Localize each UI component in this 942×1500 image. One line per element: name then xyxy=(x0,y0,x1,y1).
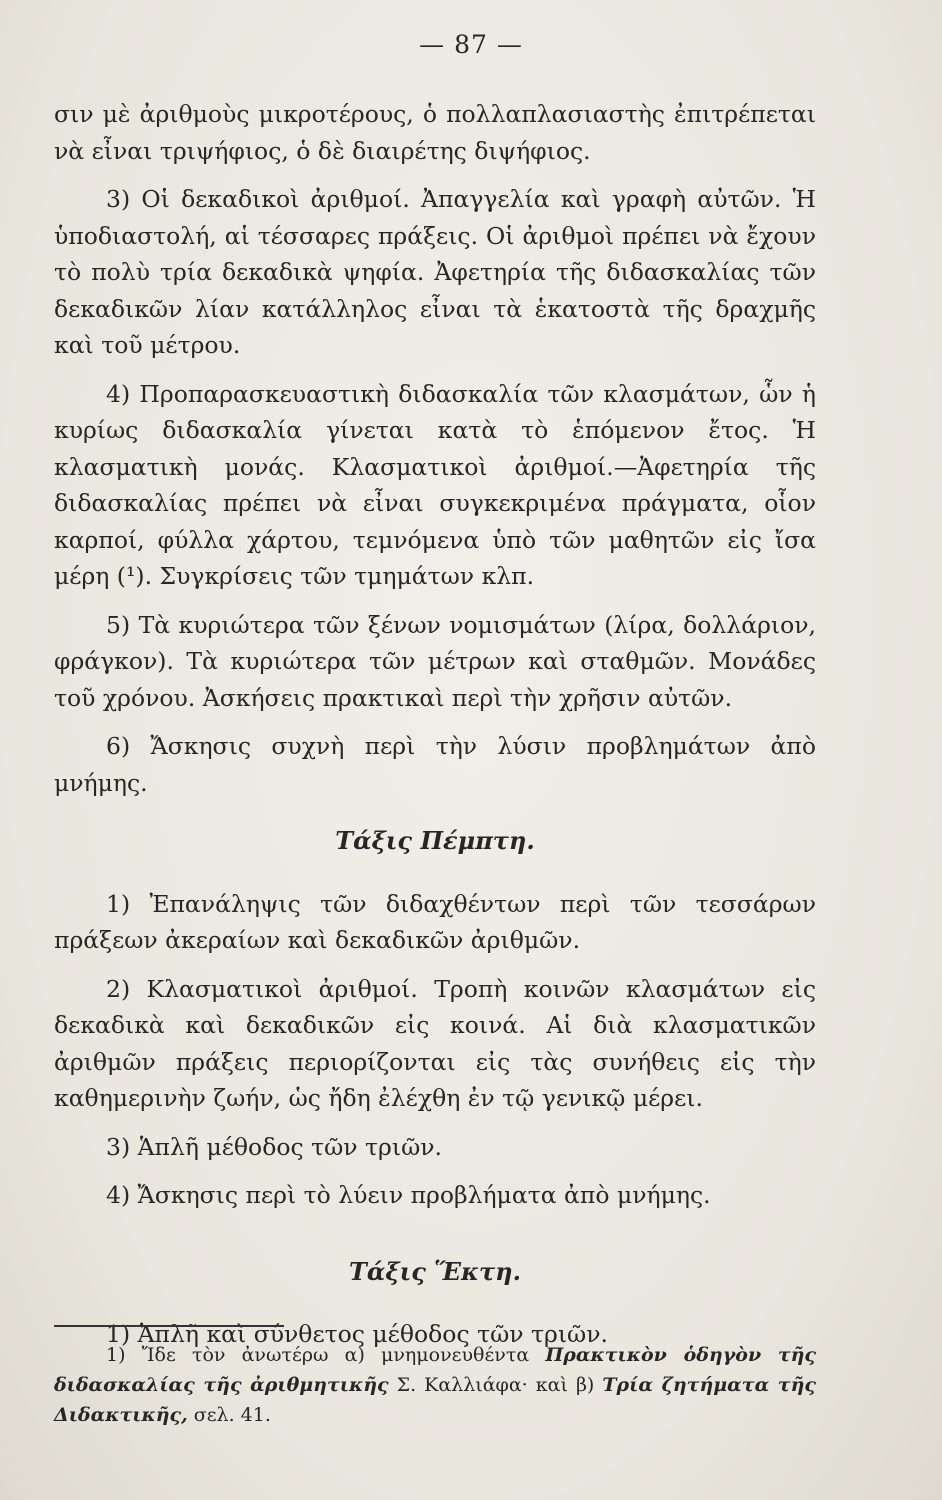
footnote-book-title: Πρακτικὸν ὁδηγὸν τῆς διδασκαλίας τῆς ἀριθμητικῆς xyxy=(54,1344,816,1396)
paragraph-grade5-review: 1) Ἐπανάληψις τῶν διδαχθέντων περὶ τῶν τεσσάρων πράξεων ἀκεραίων καὶ δεκαδικῶν ἀριθμῶν. xyxy=(54,889,816,954)
heading-fifth-grade: Τάξις Πέμπτη. xyxy=(335,826,535,855)
footnote-part-c: Σ. Καλλιάφα· καὶ β) xyxy=(388,1374,603,1396)
paragraph-grade5-fractions: 2) Κλασματικοὶ ἀριθμοί. Τροπὴ κοινῶν κλασμάτων εἰς δεκαδικὰ καὶ δεκαδικῶν εἰς κοινά. Αἱ διὰ κλασματικῶν ἀριθμῶν πράξεις περιορίζονται εἰς τὰς συνήθεις εἰς τὴν καθημερινὴν ζωήν, ὡς ἤδη ἐλέχθη ἐν τῷ γενικῷ μέρει. xyxy=(54,974,816,1112)
paragraph-decimals: 3) Οἱ δεκαδικοὶ ἀριθμοί. Ἀπαγγελία καὶ γραφὴ αὐτῶν. Ἡ ὑποδιαστολή, αἱ τέσσαρες πράξεις. Οἱ ἀριθμοὶ πρέπει νὰ ἔχουν τὸ πολὺ τρία δεκαδικὰ ψηφία. Ἀφετηρία τῆς διδασκαλίας τῶν δεκαδικῶν λίαν κατάλληλος εἶναι τὰ ἑκατοστὰ τῆς δραχμῆς καὶ τοῦ μέτρου. xyxy=(54,185,816,359)
paragraph-mental-problems: 6) Ἄσκησις συχνὴ περὶ τὴν λύσιν προβλημάτων ἀπὸ μνήμης. xyxy=(54,732,816,797)
paragraph-fractions-intro: 4) Προπαρασκευαστικὴ διδασκαλία τῶν κλασμάτων, ὧν ἡ κυρίως διδασκαλία γίνεται κατὰ τὸ ἑπόμενον ἔτος. Ἡ κλασματικὴ μονάς. Κλασματικοὶ ἀριθμοί.—Ἀφετηρία τῆς διδασκαλίας πρέπει νὰ εἶναι συγκεκριμένα πράγματα, οἷον καρποί, φύλλα χάρτου, τεμνόμενα ὑπὸ τῶν μαθητῶν εἰς ἴσα μέρη (¹). Συγκρίσεις τῶν τμημάτων κλπ. xyxy=(54,379,816,590)
paragraph-grade6-rule-of-three: 1) Ἁπλῆ καὶ σύνθετος μέθοδος τῶν τριῶν. xyxy=(106,1320,608,1348)
page-number: — 87 — xyxy=(419,30,523,59)
paragraph-grade5-rule-of-three: 3) Ἁπλῆ μέθοδος τῶν τριῶν. xyxy=(106,1132,442,1161)
paragraph-currencies-measures: 5) Τὰ κυριώτερα τῶν ξένων νομισμάτων (λίρα, δολλάριον, φράγκον). Τὰ κυριώτερα τῶν μέτρων καὶ σταθμῶν. Μονάδες τοῦ χρόνου. Ἀσκήσεις πρακτικαὶ περὶ τὴν χρῆσιν αὐτῶν. xyxy=(54,610,816,712)
paragraph-grade5-exercise: 4) Ἄσκησις περὶ τὸ λύειν προβλήματα ἀπὸ μνήμης. xyxy=(106,1181,711,1209)
footnote-second-title: Τρία ζητήματα τῆς Διδακτικῆς, xyxy=(54,1374,816,1426)
paragraph-continuation: σιν μὲ ἀριθμοὺς μικροτέρους, ὁ πολλαπλασιαστὴς ἐπιτρέπεται νὰ εἶναι τριψήφιος, ὁ δὲ διαιρέτης διψήφιος. xyxy=(54,100,816,165)
footnote-divider xyxy=(54,1325,284,1327)
footnote-part-a: 1) Ἴδε τὸν ἀνωτέρω α) μνημονευθέντα xyxy=(106,1344,546,1366)
heading-sixth-grade: Τάξις Ἕκτη. xyxy=(349,1256,521,1286)
page-body xyxy=(54,96,816,1353)
footnote-part-e: σελ. 41. xyxy=(187,1404,271,1426)
footnote-text xyxy=(54,1340,816,1430)
footnote xyxy=(54,1340,816,1430)
